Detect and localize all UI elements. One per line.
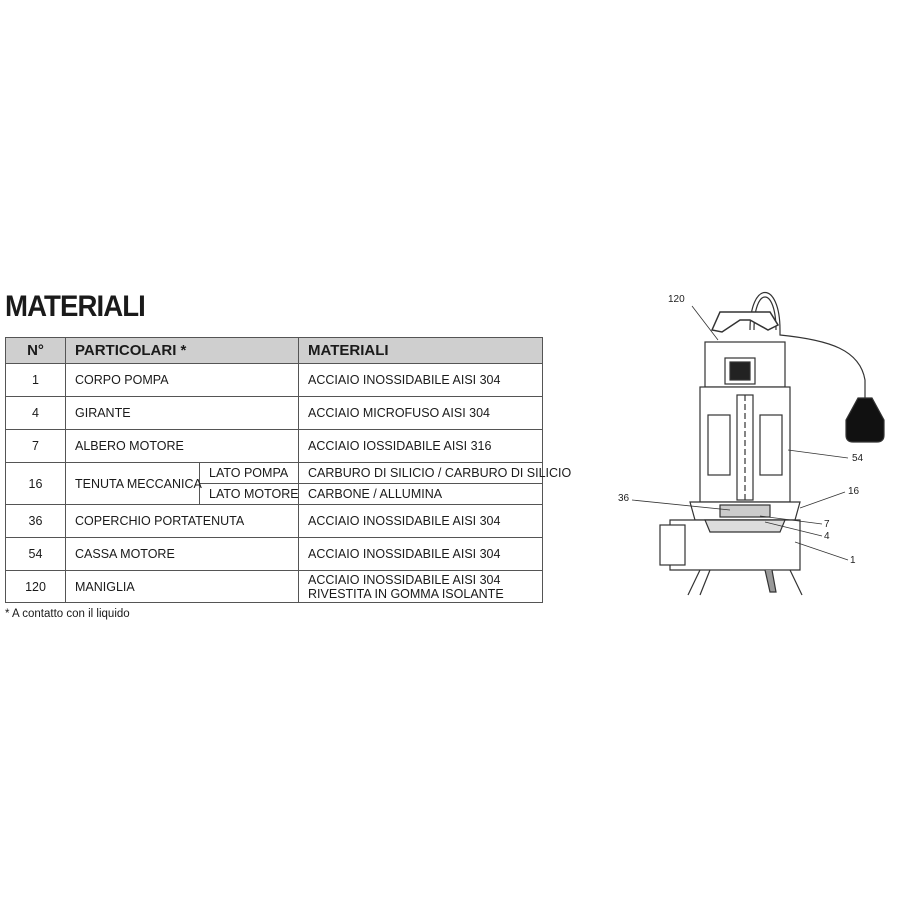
row-sub-label: LATO MOTORE (200, 484, 299, 505)
footnote: * A contatto con il liquido (5, 608, 130, 620)
pump-drawing (600, 270, 890, 610)
row-part: CASSA MOTORE (66, 538, 299, 571)
table-row (6, 397, 543, 430)
row-material-line2: RIVESTITA IN GOMMA ISOLANTE (308, 586, 504, 601)
row-num: 120 (6, 571, 66, 603)
row-material: ACCIAIO INOSSIDABILE AISI 304 (299, 505, 543, 538)
row-material: ACCIAIO IOSSIDABILE AISI 316 (299, 430, 543, 463)
table-row (6, 364, 543, 397)
row-material-line1: ACCIAIO INOSSIDABILE AISI 304 (308, 572, 501, 587)
float-switch (846, 398, 884, 442)
header-part: PARTICOLARI * (66, 338, 299, 364)
row-part: MANIGLIA (66, 571, 299, 603)
row-num: 1 (6, 364, 66, 397)
row-part: COPERCHIO PORTATENUTA (66, 505, 299, 538)
row-num: 4 (6, 397, 66, 430)
callout-36: 36 (618, 493, 630, 504)
header-num: N° (6, 338, 66, 364)
callout-1: 1 (850, 555, 856, 566)
table-row (6, 538, 543, 571)
table-row (6, 571, 543, 603)
table-row (6, 505, 543, 538)
table-row (6, 430, 543, 463)
row-material: ACCIAIO MICROFUSO AISI 304 (299, 397, 543, 430)
callout-4: 4 (824, 531, 830, 542)
callout-120: 120 (668, 294, 685, 305)
callout-16: 16 (848, 486, 860, 497)
row-material: CARBONE / ALLUMINA (299, 484, 543, 505)
row-material: CARBURO DI SILICIO / CARBURO DI SILICIO (299, 463, 543, 484)
row-num: 16 (6, 463, 66, 505)
row-material: ACCIAIO INOSSIDABILE AISI 304 (299, 364, 543, 397)
row-material: ACCIAIO INOSSIDABILE AISI 304 (299, 538, 543, 571)
header-material: MATERIALI (299, 338, 543, 364)
page-title: MATERIALI (5, 290, 145, 323)
materials-table (5, 337, 572, 603)
row-part: TENUTA MECCANICA (66, 463, 200, 505)
row-num: 7 (6, 430, 66, 463)
row-material (299, 571, 543, 603)
table-header-row (6, 338, 543, 364)
row-part: GIRANTE (66, 397, 299, 430)
callout-54: 54 (852, 453, 864, 464)
row-part: CORPO POMPA (66, 364, 299, 397)
row-num: 54 (6, 538, 66, 571)
row-part: ALBERO MOTORE (66, 430, 299, 463)
handle (712, 312, 778, 332)
row-num: 36 (6, 505, 66, 538)
callout-7: 7 (824, 519, 830, 530)
row-sub-label: LATO POMPA (200, 463, 299, 484)
table-row (6, 463, 543, 484)
